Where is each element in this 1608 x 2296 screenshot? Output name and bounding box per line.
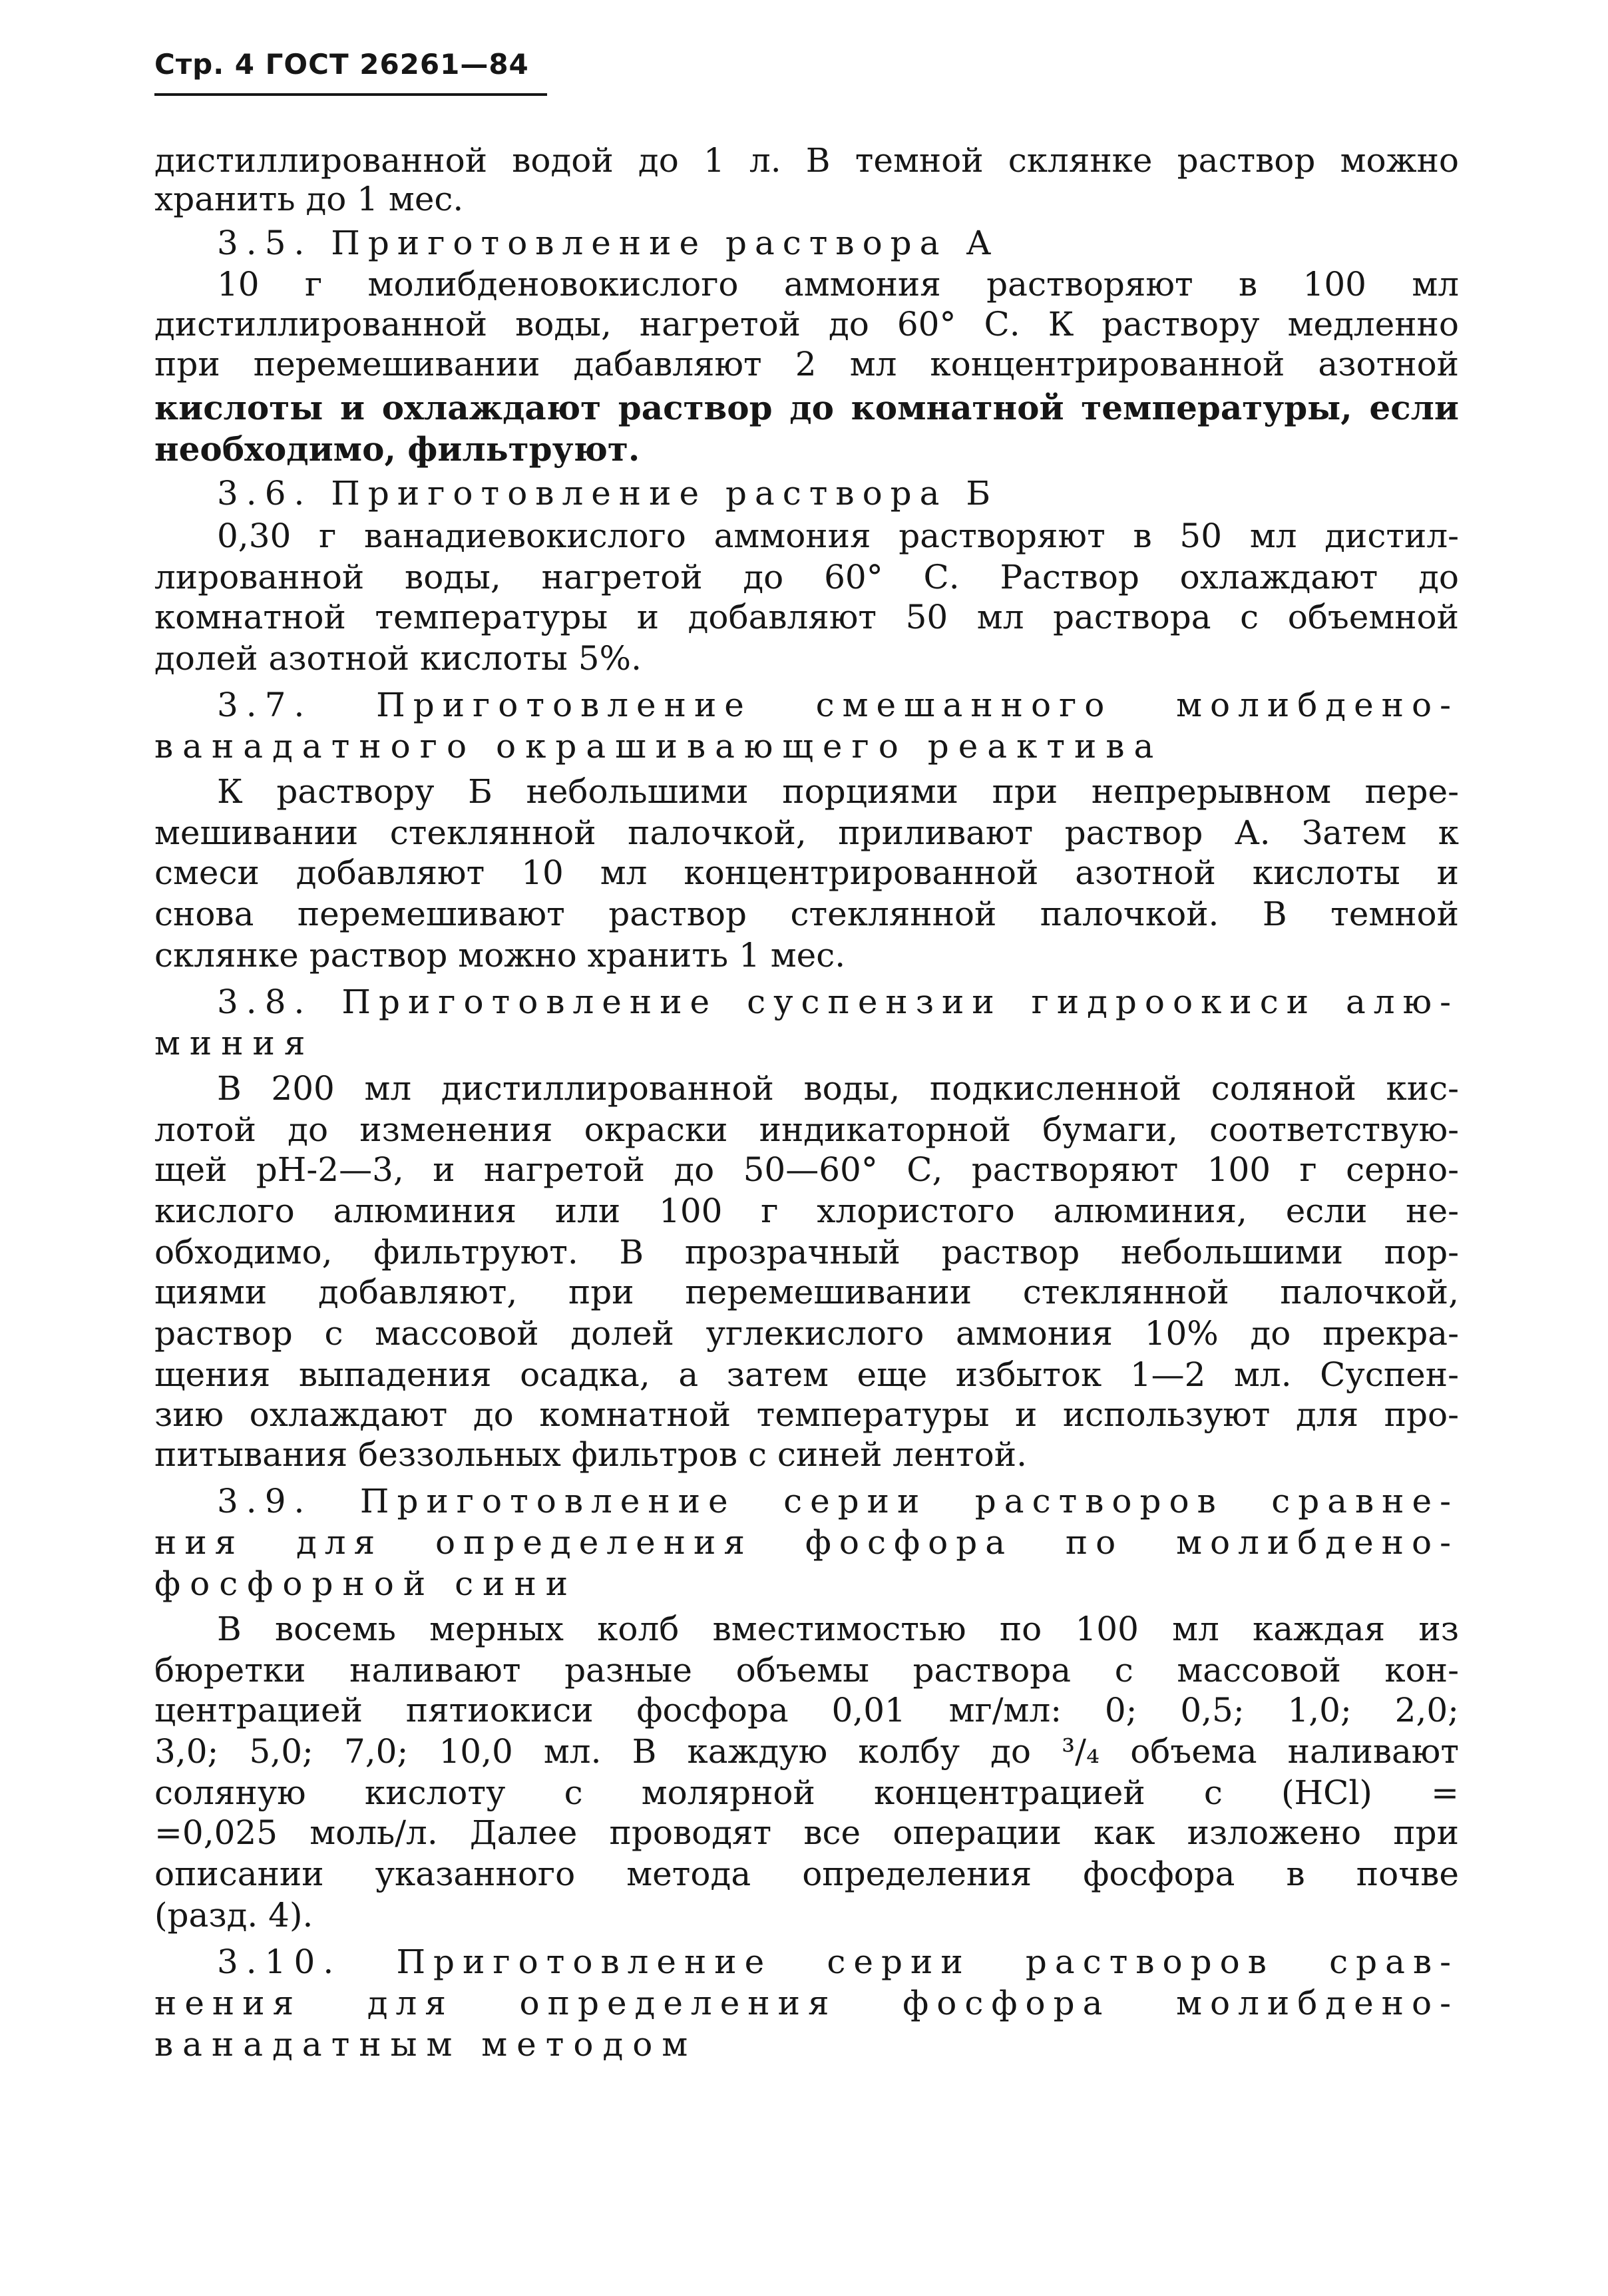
text-line: смеси добавляют 10 мл концентрированной азотной кислоты и	[154, 853, 1459, 892]
section-heading-3-8-cont: миния	[154, 1024, 315, 1062]
page-header: Стр. 4 ГОСТ 26261—84	[154, 48, 529, 81]
text-line: раствор с массовой долей углекислого аммония 10% до прекра-	[154, 1314, 1459, 1353]
text-line: 0,30 г ванадиевокислого аммония растворяют в 50 мл дистил-	[217, 517, 1459, 555]
text-line: 10 г молибденовокислого аммония растворяют в 100 мл	[217, 265, 1459, 304]
text-line: соляную кислоту с молярной концентрацией c (HCl) =	[154, 1773, 1459, 1812]
text-line: К раствору Б небольшими порциями при непрерывном пере-	[217, 772, 1459, 811]
section-heading-3-9-cont: ния для определения фосфора по молибдено-	[154, 1523, 1459, 1562]
section-heading-3-7-cont: ванадатного окрашивающего реактива	[154, 727, 1163, 766]
text-line: хранить до 1 мес.	[154, 180, 464, 218]
section-heading-3-8: 3.8. Приготовление суспензии гидроокиси алю-	[217, 983, 1459, 1021]
text-line: (разд. 4).	[154, 1896, 313, 1935]
text-line: щения выпадения осадка, а затем еще избыток 1—2 мл. Суспен-	[154, 1355, 1459, 1394]
section-heading-3-6: 3.6. Приготовление раствора Б	[217, 474, 999, 513]
text-line: бюретки наливают разные объемы раствора с массовой кон-	[154, 1651, 1459, 1690]
text-line: кислоты и охлаждают раствор до комнатной температуры, если	[154, 388, 1459, 427]
text-line: циями добавляют, при перемешивании стеклянной палочкой,	[154, 1273, 1459, 1311]
text-line: описании указанного метода определения фосфора в почве	[154, 1855, 1459, 1893]
text-line: =0,025 моль/л. Далее проводят все операции как изложено при	[154, 1813, 1459, 1852]
text-line: комнатной температуры и добавляют 50 мл раствора с объемной	[154, 598, 1459, 636]
text-line: мешивании стеклянной палочкой, приливают раствор А. Затем к	[154, 813, 1459, 852]
text-line: при перемешивании дабавляют 2 мл концентрированной азотной	[154, 345, 1459, 383]
text-line: питывания беззольных фильтров с синей лентой.	[154, 1435, 1027, 1474]
text-line: В восемь мерных колб вместимостью по 100 мл каждая из	[217, 1610, 1459, 1648]
section-heading-3-9: 3.9. Приготовление серии растворов сравне-	[217, 1482, 1459, 1520]
text-line: обходимо, фильтруют. В прозрачный раствор небольшими пор-	[154, 1233, 1459, 1271]
text-line: дистиллированной водой до 1 л. В темной склянке раствор можно	[154, 141, 1459, 180]
section-heading-3-5: 3.5. Приготовление раствора А	[217, 224, 1000, 262]
section-heading-3-7: 3.7. Приготовление смешанного молибдено-	[217, 686, 1459, 724]
text-line: дистиллированной воды, нагретой до 60° С. К раствору медленно	[154, 305, 1459, 344]
text-line: центрацией пятиокиси фосфора 0,01 мг/мл: 0; 0,5; 1,0; 2,0;	[154, 1691, 1459, 1729]
section-heading-3-9-end: фосфорной сини	[154, 1564, 578, 1603]
text-line: склянке раствор можно хранить 1 мес.	[154, 936, 846, 975]
text-line: зию охлаждают до комнатной температуры и используют для про-	[154, 1395, 1459, 1434]
text-line: щей pH-2—3, и нагретой до 50—60° С, растворяют 100 г серно-	[154, 1150, 1459, 1189]
section-heading-3-10-cont: нения для определения фосфора молибдено-	[154, 1984, 1459, 2022]
text-line: необходимо, фильтруют.	[154, 429, 640, 469]
section-heading-3-10-end: ванадатным методом	[154, 2025, 698, 2064]
text-line: В 200 мл дистиллированной воды, подкисленной соляной кис-	[217, 1069, 1459, 1108]
text-line: лированной воды, нагретой до 60° С. Раствор охлаждают до	[154, 558, 1459, 596]
text-line: лотой до изменения окраски индикаторной бумаги, соответствую-	[154, 1110, 1459, 1149]
text-line: снова перемешивают раствор стеклянной палочкой. В темной	[154, 895, 1459, 933]
text-line: кислого алюминия или 100 г хлористого алюминия, если не-	[154, 1192, 1459, 1230]
section-heading-3-10: 3.10. Приготовление серии растворов срав-	[217, 1943, 1459, 1981]
text-line: долей азотной кислоты 5%.	[154, 639, 642, 678]
text-line: 3,0; 5,0; 7,0; 10,0 мл. В каждую колбу до ³/₄ объема наливают	[154, 1732, 1459, 1771]
header-rule	[154, 93, 547, 96]
